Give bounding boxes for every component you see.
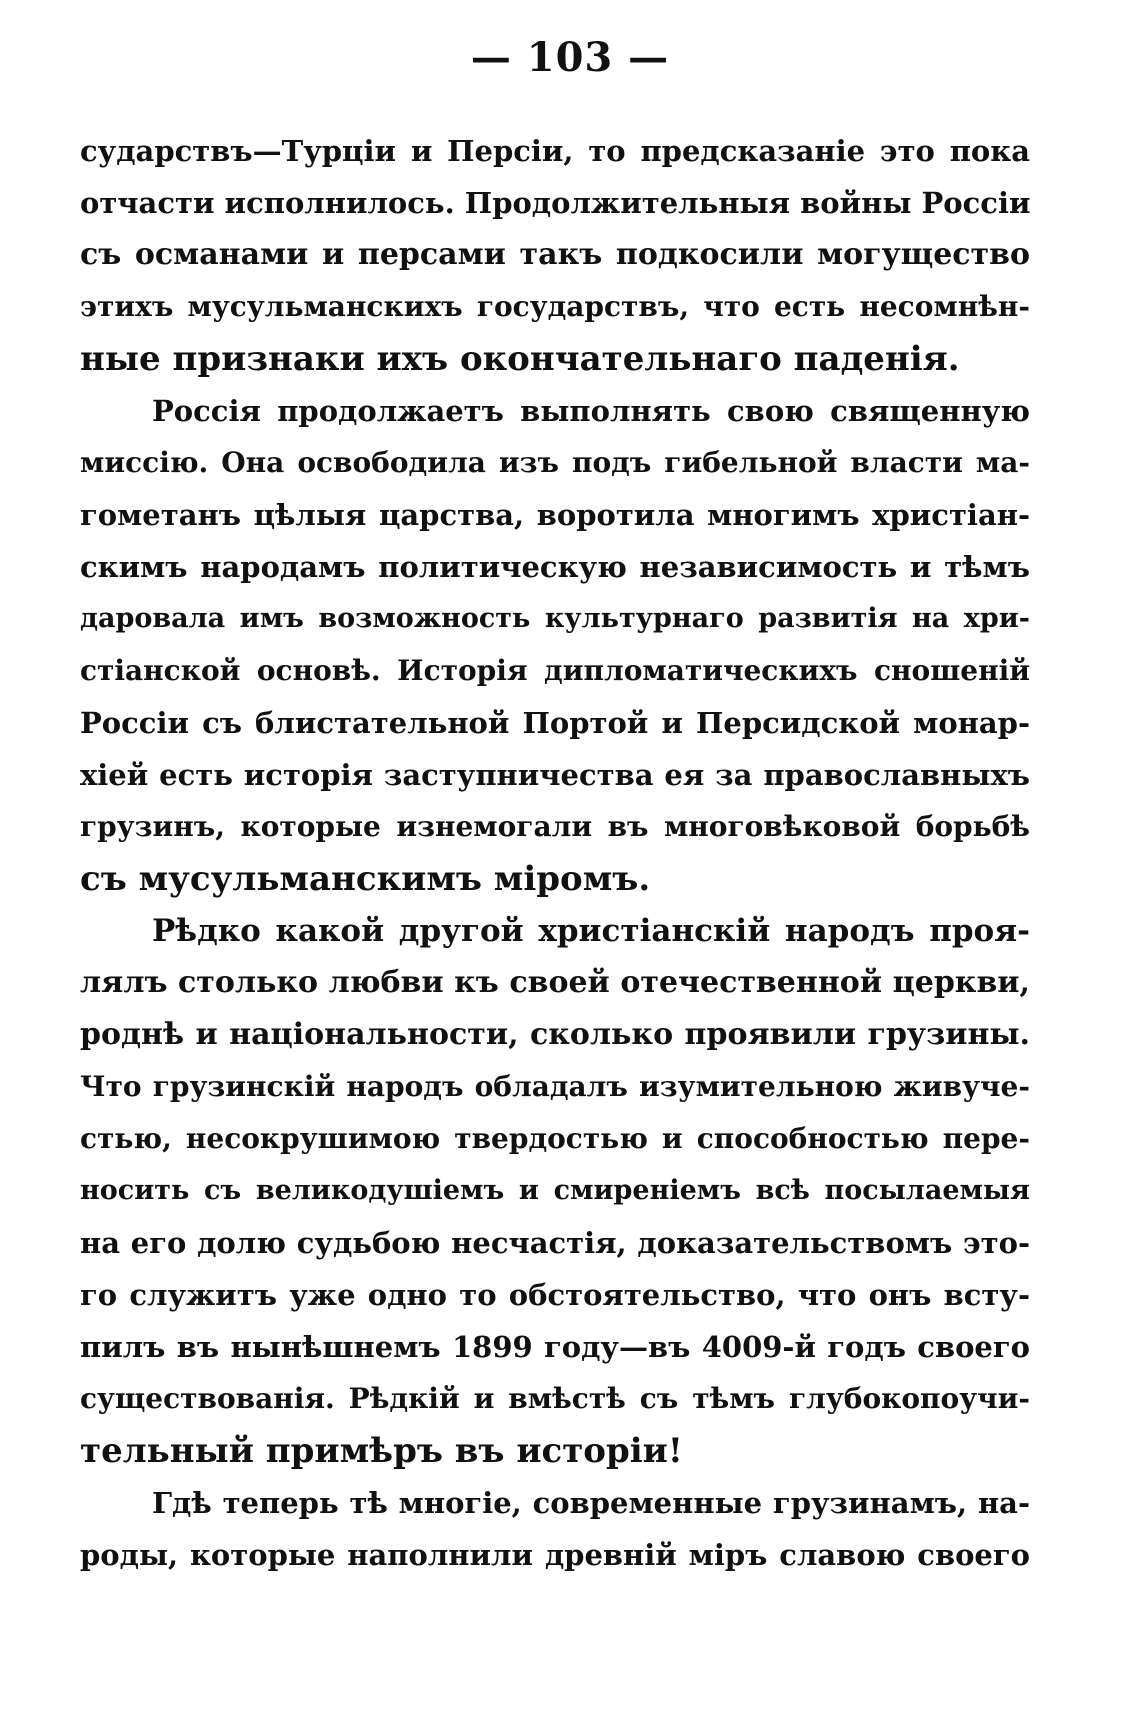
paragraph-3 (80, 905, 1030, 1477)
text-line: Россія продолжаетъ выполнять свою священную (152, 394, 1030, 428)
text-line: лялъ столько любви къ своей отечественной церкви, (80, 965, 1030, 1000)
text-line: стью, несокрушимою твердостью и способностью пере- (80, 1122, 1030, 1155)
text-line: даровала имъ возможность культурнаго развитія на хри- (80, 603, 1030, 634)
page-number: — 103 — (470, 34, 670, 81)
text-line: гометанъ цѣлыя царства, воротила многимъ христіан- (80, 498, 1030, 532)
text-line: роды, которые наполнили древній міръ славою своего (80, 1538, 1030, 1572)
text-line: этихъ мусульманскихъ государствъ, что есть несомнѣн- (80, 290, 1030, 323)
text-line: Россіи съ блистательной Портой и Персидской монар- (80, 706, 1030, 740)
text-line: Что грузинскій народъ обладалъ изумительною живуче- (80, 1070, 1030, 1103)
paragraph-2 (80, 385, 1030, 905)
text-line: тельный примѣръ въ исторіи! (80, 1431, 683, 1471)
text-line: на его долю судьбою несчастія, доказательствомъ это- (80, 1226, 1030, 1260)
text-line: пилъ въ нынѣшнемъ 1899 году—въ 4009-й годъ своего (80, 1330, 1030, 1364)
text-line: отчасти исполнилось. Продолжительныя войны Россіи (80, 186, 1030, 220)
text-line: миссію. Она освободила изъ подъ гибельной власти ма- (80, 446, 1030, 479)
text-line: съ мусульманскимъ міромъ. (80, 859, 651, 899)
text-line: Рѣдко какой другой христіанскій народъ проя- (152, 913, 1030, 949)
text-line: существованія. Рѣдкій и вмѣстѣ съ тѣмъ глубокопоучи- (80, 1382, 1030, 1415)
paragraph-4 (80, 1477, 1030, 1581)
text-line: го служитъ уже одно то обстоятельство, что онъ всту- (80, 1278, 1030, 1312)
text-line: грузинъ, которые изнемогали въ многовѣковой борьбѣ (80, 810, 1030, 843)
text-line: скимъ народамъ политическую независимость и тѣмъ (80, 550, 1030, 584)
text-line: сударствъ—Турціи и Персіи, то предсказаніе это пока (80, 134, 1030, 168)
paragraph-1 (80, 125, 1030, 385)
text-line: съ османами и персами такъ подкосили могущество (80, 237, 1030, 272)
text-line: Гдѣ теперь тѣ многіе, современные грузинамъ, на- (152, 1486, 1030, 1520)
text-line: носить съ великодушіемъ и смиреніемъ всѣ посылаемыя (80, 1175, 1030, 1206)
text-line: роднѣ и національности, сколько проявили грузины. (80, 1017, 1030, 1052)
text-line: хіей есть исторія заступничества ея за православныхъ (80, 758, 1030, 792)
text-line: ные признаки ихъ окончательнаго паденія. (80, 339, 960, 379)
body-text (80, 125, 1030, 1581)
text-line: стіанской основѣ. Исторія дипломатическихъ сношеній (80, 654, 1030, 687)
